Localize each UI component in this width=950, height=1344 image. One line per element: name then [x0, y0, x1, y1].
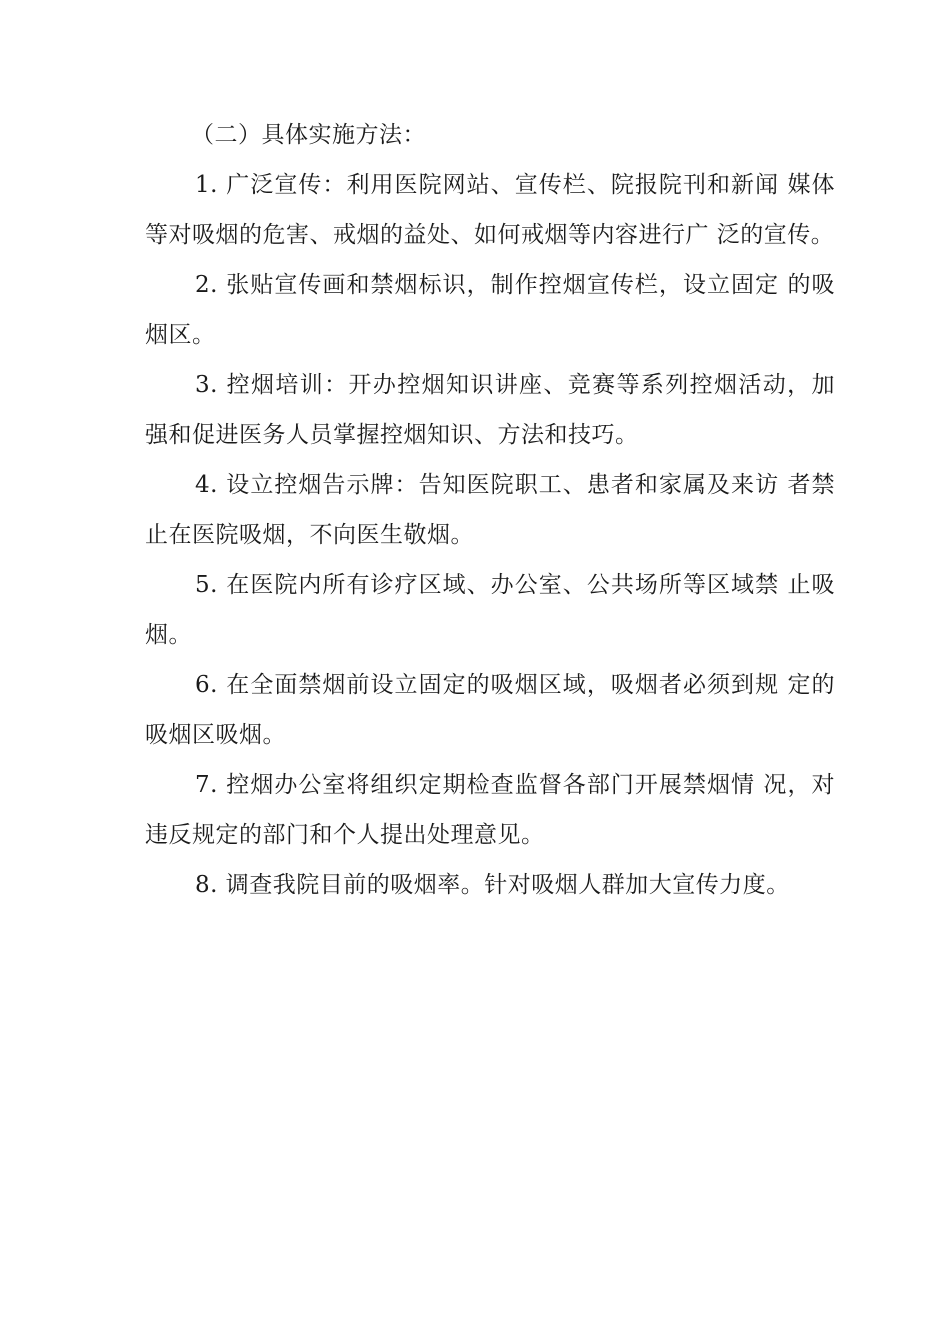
- list-item-2: 2. 张贴宣传画和禁烟标识，制作控烟宣传栏，设立固定 的吸烟区。: [145, 272, 835, 348]
- list-item-4: 4. 设立控烟告示牌：告知医院职工、患者和家属及来访 者禁止在医院吸烟，不向医生敬烟。: [145, 472, 835, 548]
- list-item-1: 1. 广泛宣传：利用医院网站、宣传栏、院报院刊和新闻 媒体等对吸烟的危害、戒烟的益处、如何戒烟等内容进行广 泛的宣传。: [145, 172, 835, 248]
- list-item-3: 3. 控烟培训：开办控烟知识讲座、竞赛等系列控烟活动，加强和促进医务人员掌握控烟知识、方法和技巧。: [145, 372, 835, 448]
- list-item-6: 6. 在全面禁烟前设立固定的吸烟区域，吸烟者必须到规 定的吸烟区吸烟。: [145, 672, 835, 748]
- section-heading: （二）具体实施方法：: [191, 122, 426, 148]
- list-item-8: 8. 调查我院目前的吸烟率。针对吸烟人群加大宣传力度。: [195, 872, 790, 898]
- list-item-5: 5. 在医院内所有诊疗区域、办公室、公共场所等区域禁 止吸烟。: [145, 572, 835, 648]
- document-body: [145, 110, 835, 910]
- list-item-7: 7. 控烟办公室将组织定期检查监督各部门开展禁烟情 况，对违反规定的部门和个人提出处理意见。: [145, 772, 835, 848]
